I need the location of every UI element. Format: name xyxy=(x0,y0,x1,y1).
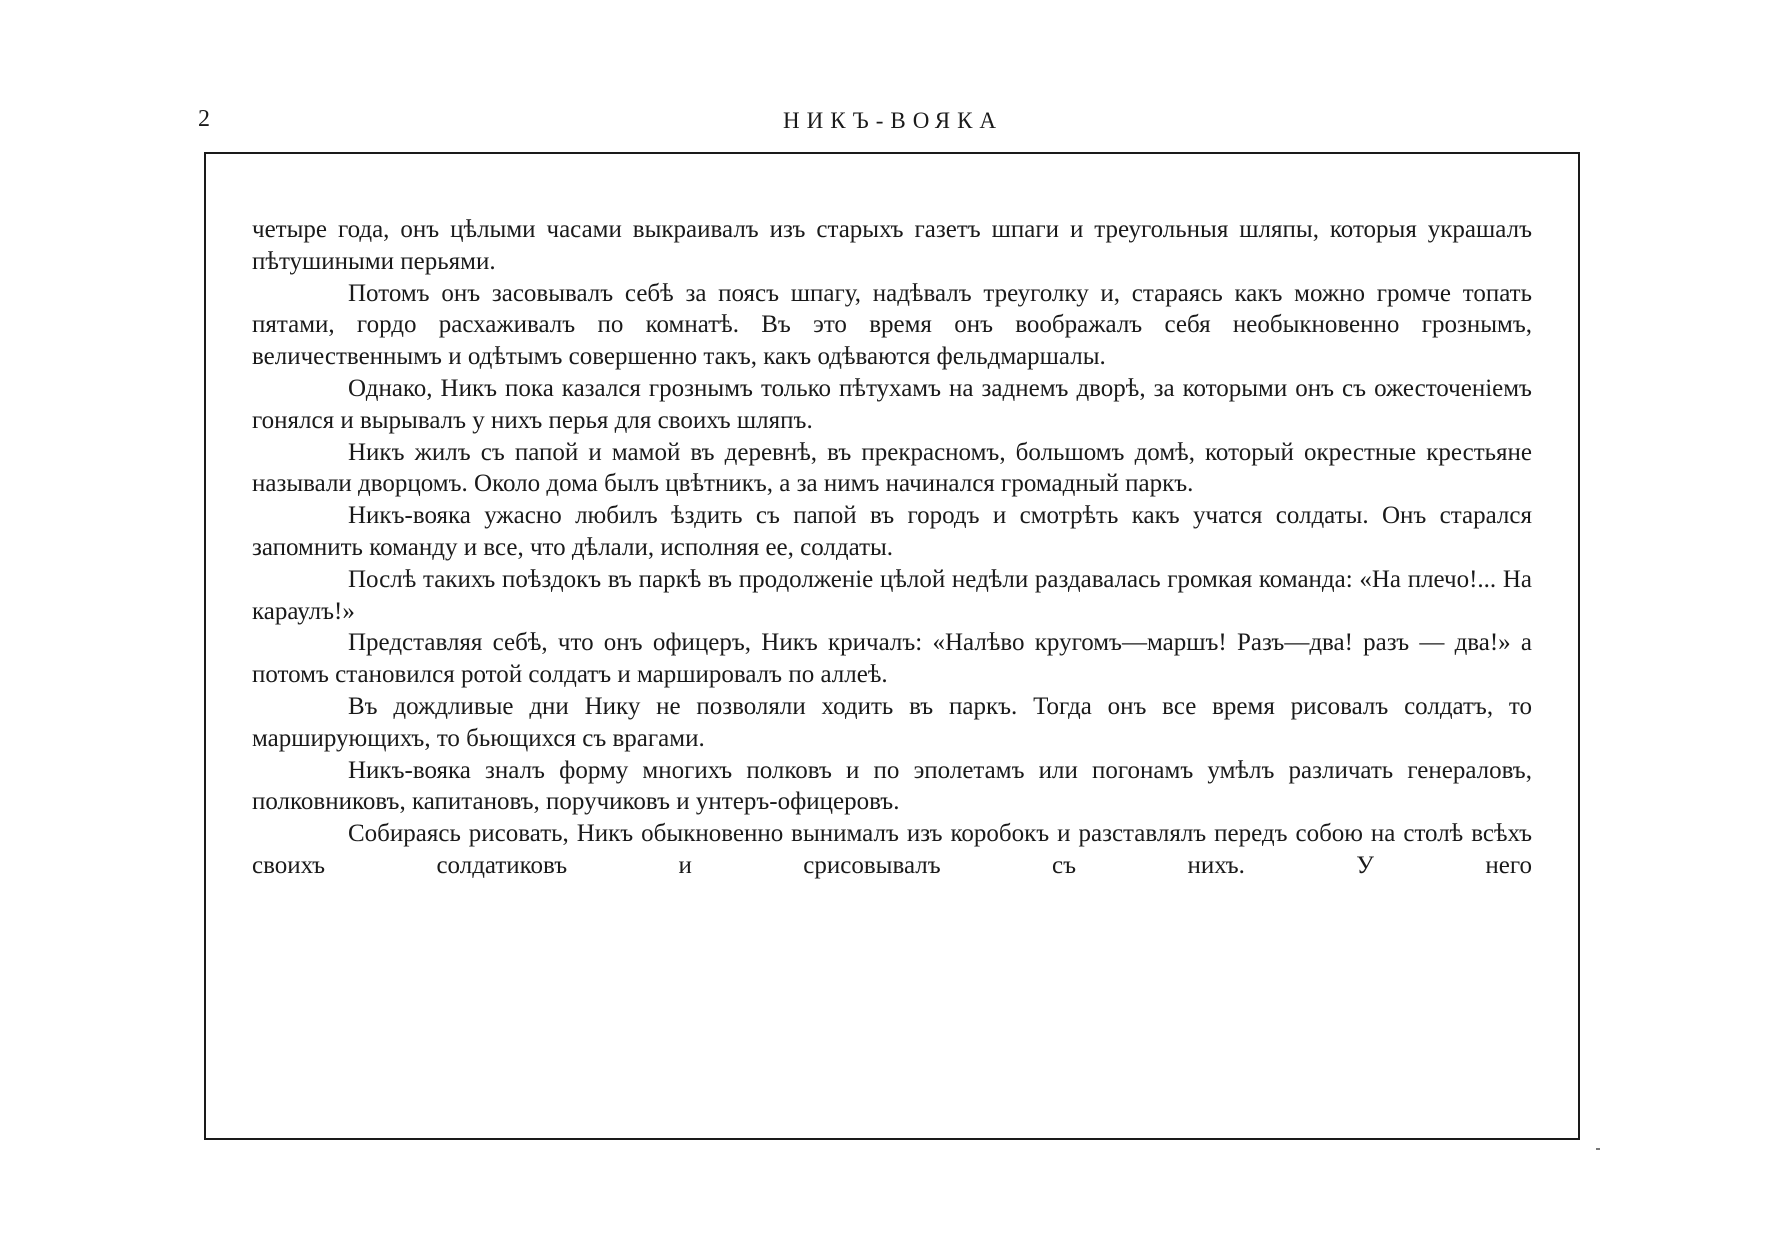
paragraph: Представляя себѣ, что онъ офицеръ, Никъ кричалъ: «Налѣво кругомъ—маршъ! Разъ—два! разъ — два!» а потомъ становился ротой солдатъ и маршировалъ по аллеѣ. xyxy=(252,629,1532,689)
page-number: 2 xyxy=(198,106,210,132)
paragraph: Послѣ такихъ поѣздокъ въ паркѣ въ продолженіе цѣлой недѣли раздавалась громкая команда: «На плечо!... На караулъ!» xyxy=(252,565,1532,625)
paragraph: Однако, Никъ пока казался грознымъ только пѣтухамъ на заднемъ дворѣ, за которыми онъ съ ожесточеніемъ гонялся и вырывалъ у нихъ перья для своихъ шляпъ. xyxy=(252,374,1532,434)
paragraph: четыре года, онъ цѣлыми часами выкраивалъ изъ старыхъ газетъ шпаги и треугольныя шляпы, которыя украшалъ пѣтушиными перьями. xyxy=(252,216,1532,275)
paragraph: Въ дождливые дни Нику не позволяли ходить въ паркъ. Тогда онъ все время рисовалъ солдатъ, то марширующихъ, то бьющихся съ врагами. xyxy=(252,692,1532,752)
paragraph: Никъ-вояка зналъ форму многихъ полковъ и по эполетамъ или погонамъ умѣлъ различать генераловъ, полковниковъ, капитановъ, поручиковъ и унтеръ-офицеровъ. xyxy=(252,756,1532,816)
scan-speck xyxy=(1596,1148,1600,1150)
paragraph: Потомъ онъ засовывалъ себѣ за поясъ шпагу, надѣвалъ треуголку и, стараясь какъ можно громче топать пятами, гордо расхаживалъ по комнатѣ. Въ это время онъ воображалъ себя необыкновенно грознымъ, величественнымъ и одѣтымъ совершенно такъ, какъ одѣваются фельдмаршалы. xyxy=(252,279,1532,371)
paragraph: Никъ-вояка ужасно любилъ ѣздить съ папой въ городъ и смотрѣть какъ учатся солдаты. Онъ старался запомнить команду и все, что дѣлали, исполняя ее, солдаты. xyxy=(252,502,1532,561)
paragraph: Собираясь рисовать, Никъ обыкновенно вынималъ изъ коробокъ и разставлялъ передъ собою на столѣ всѣхъ своихъ солдатиковъ и срисовывалъ съ нихъ. У него xyxy=(252,820,1532,879)
paragraph: Никъ жилъ съ папой и мамой въ деревнѣ, въ прекрасномъ, большомъ домѣ, который окрестные крестьяне называли дворцомъ. Около дома былъ цвѣтникъ, а за нимъ начинался громадный паркъ. xyxy=(252,438,1532,498)
running-title: НИКЪ-ВОЯКА xyxy=(782,108,1004,133)
body-text xyxy=(252,214,1532,882)
